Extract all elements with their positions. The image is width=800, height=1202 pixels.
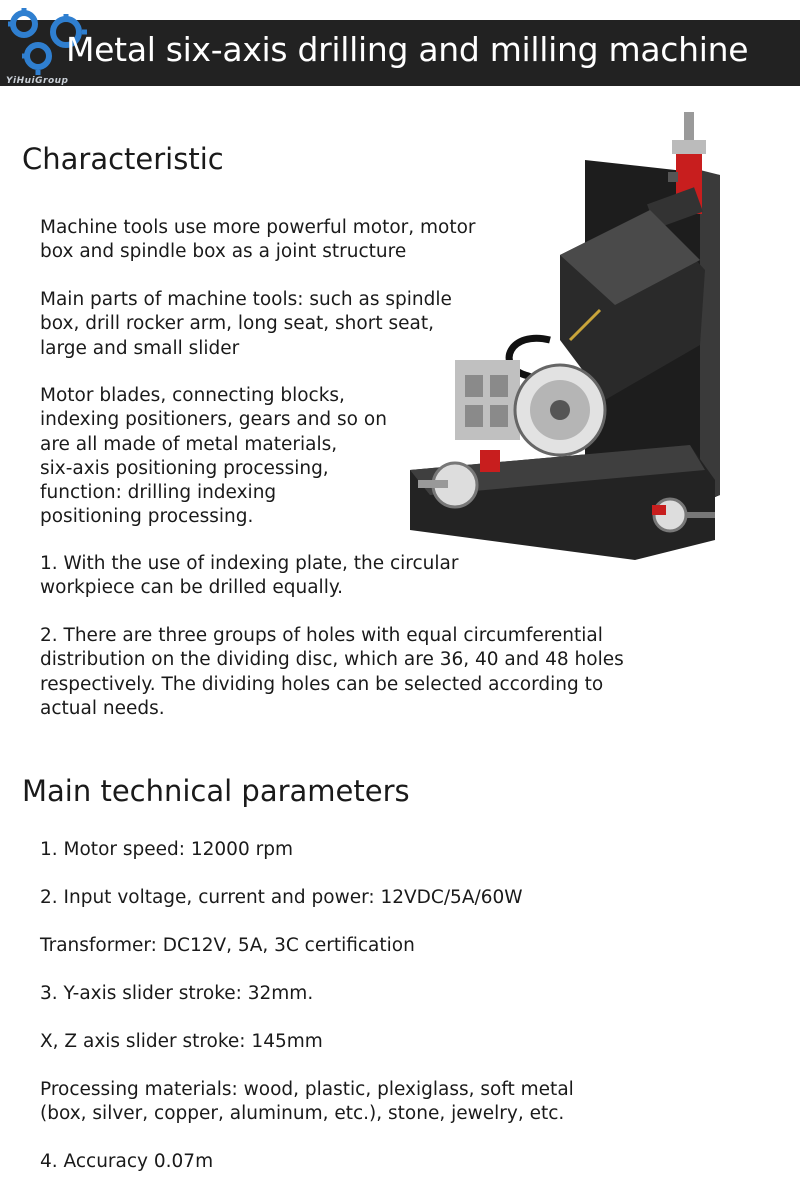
- text-line: respectively. The dividing holes can be selected according to: [40, 673, 604, 695]
- parameter-item: [40, 934, 415, 958]
- text-line: 1. Motor speed: 12000 rpm: [40, 839, 293, 860]
- text-line: large and small slider: [40, 337, 240, 359]
- text-line: positioning processing.: [40, 506, 254, 528]
- parameter-item: [40, 982, 313, 1006]
- text-line: 2. Input voltage, current and power: 12VDC/5A/60W: [40, 887, 523, 908]
- text-line: six-axis positioning processing,: [40, 457, 329, 479]
- text-line: X, Z axis slider stroke: 145mm: [40, 1031, 323, 1052]
- parameter-item: [40, 1078, 574, 1127]
- parameter-item: [40, 1150, 213, 1174]
- text-line: Transformer: DC12V, 5A, 3C certification: [40, 935, 415, 956]
- text-line: function: drilling indexing: [40, 482, 277, 504]
- characteristic-paragraph-1: [40, 216, 476, 265]
- text-line: 4. Accuracy 0.07m: [40, 1151, 214, 1172]
- parameter-item: [40, 886, 523, 910]
- characteristic-paragraph-2: [40, 288, 452, 361]
- logo-text: YiHuiGroup: [6, 76, 69, 86]
- text-line: 3. Y-axis slider stroke: 32mm.: [40, 983, 314, 1004]
- text-line: box, drill rocker arm, long seat, short seat,: [40, 313, 434, 335]
- characteristic-paragraph-4: [40, 552, 458, 601]
- text-line: indexing positioners, gears and so on: [40, 409, 387, 431]
- text-line: are all made of metal materials,: [40, 433, 338, 455]
- parameter-item: [40, 1030, 323, 1054]
- text-line: distribution on the dividing disc, which are 36, 40 and 48 holes: [40, 649, 624, 671]
- text-line: 1. With the use of indexing plate, the circular: [40, 553, 459, 574]
- characteristic-paragraph-3: [40, 384, 387, 530]
- text-line: box and spindle box as a joint structure: [40, 241, 407, 263]
- text-line: Processing materials: wood, plastic, plexiglass, soft metal: [40, 1079, 574, 1100]
- text-line: (box, silver, copper, aluminum, etc.), stone, jewelry, etc.: [40, 1103, 565, 1125]
- characteristic-paragraph-5: [40, 624, 624, 721]
- text-line: Motor blades, connecting blocks,: [40, 385, 345, 406]
- page-title: Metal six-axis drilling and milling machine: [66, 30, 749, 69]
- text-line: actual needs.: [40, 697, 165, 719]
- parameters-heading: Main technical parameters: [22, 774, 410, 808]
- text-line: 2. There are three groups of holes with equal circumferential: [40, 625, 603, 646]
- text-line: Machine tools use more powerful motor, motor: [40, 217, 476, 238]
- text-line: Main parts of machine tools: such as spindle: [40, 289, 452, 310]
- characteristic-heading: Characteristic: [22, 142, 224, 176]
- text-line: workpiece can be drilled equally.: [40, 577, 344, 599]
- parameter-item: [40, 838, 293, 862]
